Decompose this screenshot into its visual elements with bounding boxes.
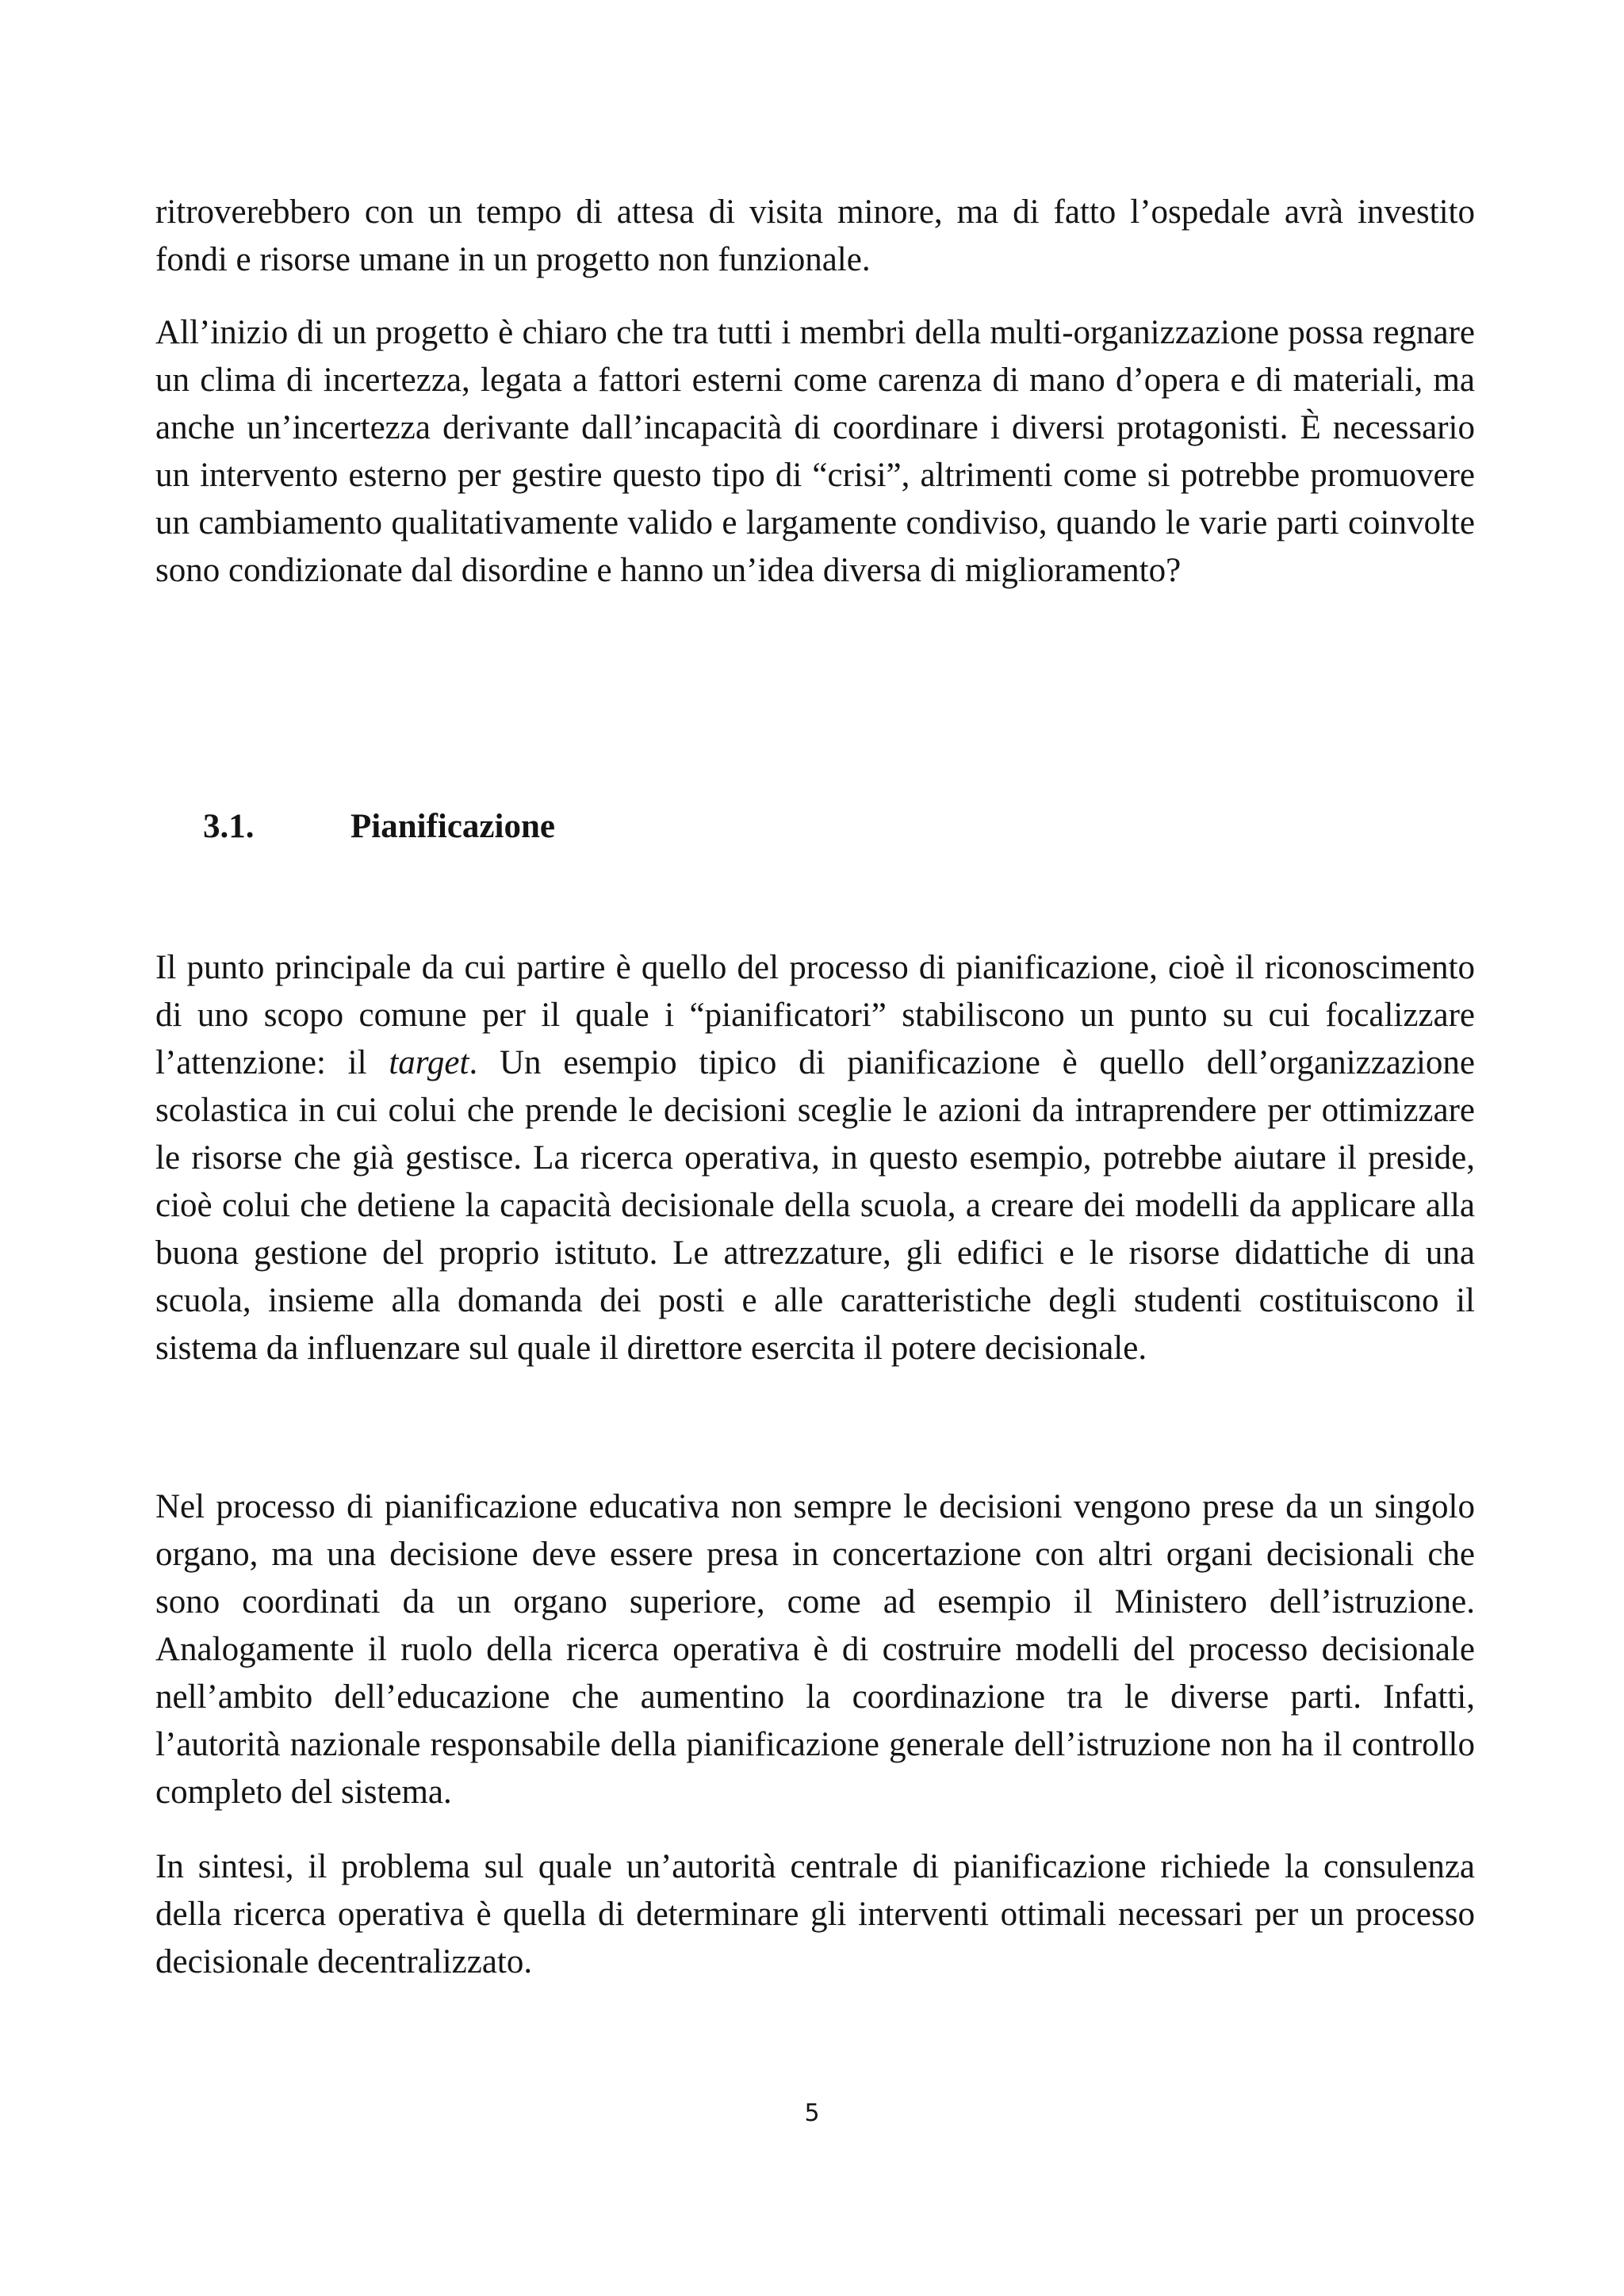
target-term: target [389, 1044, 469, 1081]
section-heading [203, 803, 555, 851]
paragraph-planning-text-2: . Un esempio tipico di pianificazione è quello dell’organizzazione scolastica in cui colui che prende le decisioni sceglie le azioni da intraprendere per ottimizzare le risorse che già gestisce. La ricerca operativa, in questo esempio, potrebbe aiutare il preside, cioè colui che detiene la capacità decisionale della scuola, a creare dei modelli da applicare alla buona gestione del proprio istituto. Le attrezzature, gli edifici e le risorse didattiche di una scuola, insieme alla domanda dei posti e alle caratteristiche degli studenti costituiscono il sistema da influenzare sul quale il direttore esercita il potere decisionale. [155, 1044, 1475, 1367]
paragraph-continuation: ritroverebbero con un tempo di attesa di visita minore, ma di fatto l’ospedale avrà investito fondi e risorse umane in un progetto non funzionale. [155, 193, 1475, 278]
paragraph-planning [155, 944, 1475, 1372]
page-number: 5 [804, 2099, 820, 2127]
section-title: Pianificazione [350, 808, 555, 845]
section-number: 3.1. [203, 808, 255, 845]
paragraph-summary: In sintesi, il problema sul quale un’autorità centrale di pianificazione richiede la consulenza della ricerca operativa è quella di determinare gli interventi ottimali necessari per un processo decisionale decentralizzato. [155, 1848, 1475, 1980]
paragraph-planning-text-1: Il punto principale da cui partire è quello del processo di pianificazione, cioè il riconoscimento di uno scopo comune per il quale i “pianificatori” stabiliscono un punto su cui focalizzare l’attenzione: il [155, 949, 1475, 1081]
paragraph-educational-planning: Nel processo di pianificazione educativa non sempre le decisioni vengono prese da un singolo organo, ma una decisione deve essere presa in concertazione con altri organi decisionali che sono coordinati da un organo superiore, come ad esempio il Ministero dell’istruzione. Analogamente il ruolo della ricerca operativa è di costruire modelli del processo decisionale nell’ambito dell’educazione che aumentino la coordinazione tra le diverse parti. Infatti, l’autorità nazionale responsabile della pianificazione generale dell’istruzione non ha il controllo completo del sistema. [155, 1488, 1475, 1811]
paragraph-uncertainty: All’inizio di un progetto è chiaro che tra tutti i membri della multi-organizzazione possa regnare un clima di incertezza, legata a fattori esterni come carenza di mano d’opera e di materiali, ma anche un’incertezza derivante dall’incapacità di coordinare i diversi protagonisti. È necessario un intervento esterno per gestire questo tipo di “crisi”, altrimenti come si potrebbe promuovere un cambiamento qualitativamente valido e largamente condiviso, quando le varie parti coinvolte sono condizionate dal disordine e hanno un’idea diversa di miglioramento? [155, 314, 1475, 589]
